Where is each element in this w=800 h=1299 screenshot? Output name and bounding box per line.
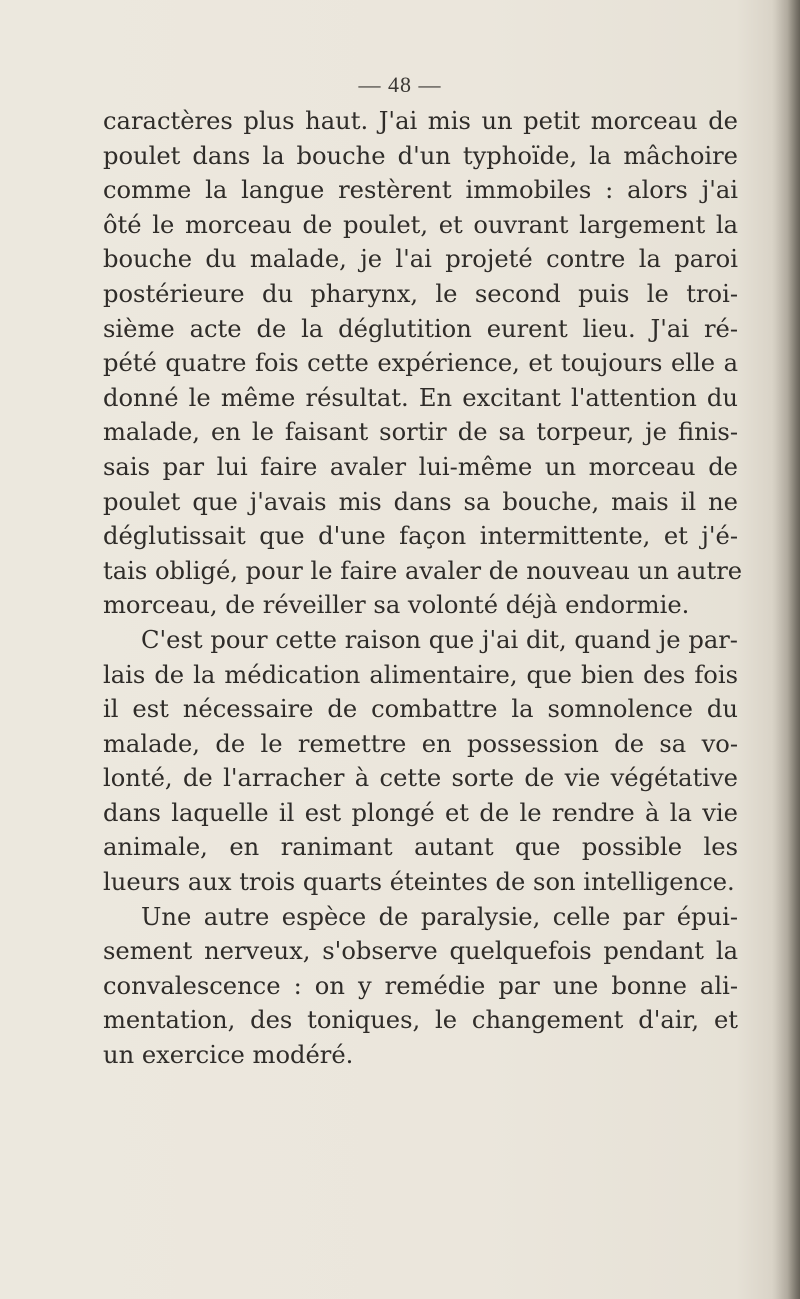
text-line: il est nécessaire de combattre la somnolence du — [103, 695, 738, 724]
text-line: poulet dans la bouche d'un typhoïde, la mâchoire — [103, 141, 738, 170]
text-line: C'est pour cette raison que j'ai dit, quand je par- — [141, 625, 738, 654]
text-line: sième acte de la déglutition eurent lieu. J'ai ré- — [103, 314, 738, 343]
text-line: mentation, des toniques, le changement d'air, et — [103, 1006, 738, 1035]
page-edge-shadow — [772, 0, 800, 1299]
text-line: morceau, de réveiller sa volonté déjà endormie. — [103, 591, 690, 620]
text-line: lais de la médication alimentaire, que bien des fois — [103, 660, 738, 689]
text-line: donné le même résultat. En excitant l'attention du — [103, 383, 738, 412]
text-line: malade, en le faisant sortir de sa torpeur, je finis- — [103, 418, 738, 447]
text-line: animale, en ranimant autant que possible les — [103, 833, 738, 862]
text-line: pété quatre fois cette expérience, et toujours elle a — [103, 349, 738, 378]
text-line: comme la langue restèrent immobiles : alors j'ai — [103, 176, 738, 205]
text-line: poulet que j'avais mis dans sa bouche, mais il ne — [103, 487, 738, 516]
text-line: caractères plus haut. J'ai mis un petit morceau de — [103, 107, 738, 135]
text-line: déglutissait que d'une façon intermittente, et j'é- — [103, 522, 738, 551]
text-line: bouche du malade, je l'ai projeté contre la paroi — [103, 245, 738, 274]
text-line: dans laquelle il est plongé et de le rendre à la vie — [103, 798, 738, 827]
text-line: tais obligé, pour le faire avaler de nouveau un autre — [103, 556, 743, 585]
text-line: malade, de le remettre en possession de sa vo- — [103, 729, 738, 758]
body-text — [103, 104, 743, 1073]
text-line: ôté le morceau de poulet, et ouvrant largement la — [103, 210, 738, 239]
text-line: lonté, de l'arracher à cette sorte de vie végétative — [103, 764, 738, 793]
page-number: — 48 — — [358, 72, 442, 97]
text-line: convalescence : on y remédie par une bonne ali- — [103, 971, 738, 1000]
text-line: sais par lui faire avaler lui-même un morceau de — [103, 452, 738, 481]
text-line: lueurs aux trois quarts éteintes de son intelligence. — [103, 868, 735, 897]
text-line: Une autre espèce de paralysie, celle par épui- — [141, 902, 738, 931]
text-line: un exercice modéré. — [103, 1041, 354, 1070]
text-line: sement nerveux, s'observe quelquefois pendant la — [103, 937, 738, 966]
text-line: postérieure du pharynx, le second puis le troi- — [103, 279, 738, 308]
